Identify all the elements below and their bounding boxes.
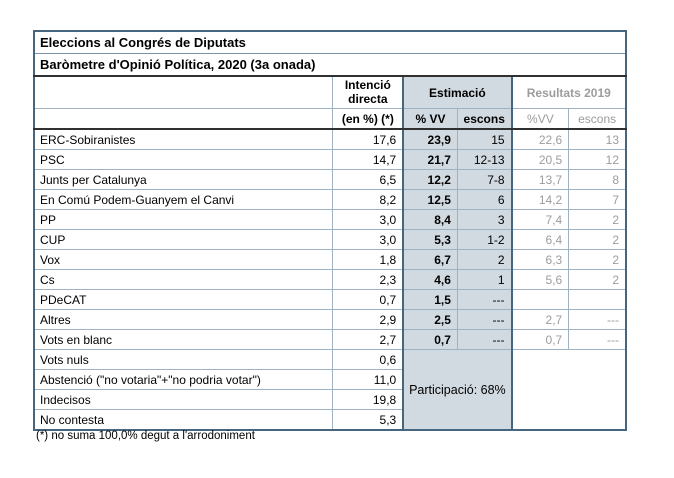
party-name-cell: Junts per Catalunya [34,170,333,190]
results-table [33,30,627,431]
estimate-seats-cell: 15 [457,129,511,150]
estimate-vv-cell: 12,5 [403,190,457,210]
result-vv-cell: 22,6 [512,129,569,150]
result-seats-cell: 2 [569,210,626,230]
title-row-secondary [34,54,626,77]
direct-intention-cell: 2,9 [333,310,403,330]
estimate-seats-cell: 3 [457,210,511,230]
party-column-subheader [34,109,333,130]
direct-intention-cell: 1,8 [333,250,403,270]
direct-intention-cell: 0,6 [333,350,403,370]
result-vv-cell: 14,2 [512,190,569,210]
table-row [34,310,626,330]
result-seats-cell [569,290,626,310]
party-name-cell: ERC-Sobiranistes [34,129,333,150]
estimate-vv-cell: 6,7 [403,250,457,270]
result-seats-cell: 2 [569,270,626,290]
estimate-seats-cell: --- [457,330,511,350]
table-title-secondary: Baròmetre d'Opinió Política, 2020 (3a onada) [34,54,626,77]
results-seats-subheader: escons [569,109,626,130]
result-vv-cell: 13,7 [512,170,569,190]
estimate-vv-cell: 4,6 [403,270,457,290]
result-seats-cell: 2 [569,250,626,270]
party-name-cell: En Comú Podem-Guanyem el Canvi [34,190,333,210]
results-blank-cell [512,350,626,431]
direct-intention-cell: 8,2 [333,190,403,210]
party-name-cell: Vox [34,250,333,270]
party-name-cell: Vots en blanc [34,330,333,350]
result-seats-cell: --- [569,330,626,350]
table-row [34,290,626,310]
result-seats-cell: 2 [569,230,626,250]
table-row [34,210,626,230]
estimate-vv-subheader: % VV [403,109,457,130]
result-vv-cell: 7,4 [512,210,569,230]
direct-intention-cell: 11,0 [333,370,403,390]
direct-intention-subheader: (en %) (*) [333,109,403,130]
result-vv-cell: 0,7 [512,330,569,350]
estimate-seats-subheader: escons [457,109,511,130]
table-row [34,250,626,270]
party-name-cell: No contesta [34,410,333,431]
party-name-cell: PDeCAT [34,290,333,310]
result-seats-cell: 8 [569,170,626,190]
estimate-vv-cell: 0,7 [403,330,457,350]
party-name-cell: CUP [34,230,333,250]
direct-intention-cell: 17,6 [333,129,403,150]
direct-intention-header: Intenció directa [333,76,403,109]
footnote: (*) no suma 100,0% degut a l'arrodoniment [36,430,255,442]
party-name-cell: Abstenció ("no votaria"+"no podria votar") [34,370,333,390]
table-title-primary: Eleccions al Congrés de Diputats [34,31,626,54]
table-row [34,190,626,210]
party-column-header [34,76,333,109]
estimate-vv-cell: 12,2 [403,170,457,190]
header-row-groups [34,76,626,109]
title-row-primary [34,31,626,54]
party-name-cell: Cs [34,270,333,290]
party-name-cell: PP [34,210,333,230]
table-row [34,270,626,290]
estimate-header: Estimació [403,76,511,109]
result-seats-cell: 12 [569,150,626,170]
party-name-cell: Indecisos [34,390,333,410]
estimate-seats-cell: 1 [457,270,511,290]
table-row [34,170,626,190]
estimate-seats-cell: 1-2 [457,230,511,250]
header-row-subcolumns [34,109,626,130]
direct-intention-cell: 3,0 [333,210,403,230]
participation-cell: Participació: 68% [403,350,511,431]
direct-intention-cell: 2,7 [333,330,403,350]
result-seats-cell: 13 [569,129,626,150]
party-name-cell: PSC [34,150,333,170]
estimate-seats-cell: --- [457,310,511,330]
estimate-seats-cell: 2 [457,250,511,270]
table-row [34,330,626,350]
result-seats-cell: 7 [569,190,626,210]
estimate-vv-cell: 2,5 [403,310,457,330]
party-name-cell: Altres [34,310,333,330]
table-row [34,230,626,250]
results-vv-subheader: %VV [512,109,569,130]
estimate-vv-cell: 5,3 [403,230,457,250]
direct-intention-cell: 6,5 [333,170,403,190]
results-2019-header: Resultats 2019 [512,76,626,109]
direct-intention-cell: 5,3 [333,410,403,431]
result-seats-cell: --- [569,310,626,330]
table-row [34,129,626,150]
result-vv-cell: 2,7 [512,310,569,330]
estimate-vv-cell: 21,7 [403,150,457,170]
estimate-seats-cell: 6 [457,190,511,210]
estimate-seats-cell: 7-8 [457,170,511,190]
estimate-vv-cell: 23,9 [403,129,457,150]
result-vv-cell: 5,6 [512,270,569,290]
table-row [34,350,626,370]
party-name-cell: Vots nuls [34,350,333,370]
direct-intention-cell: 3,0 [333,230,403,250]
result-vv-cell [512,290,569,310]
estimate-vv-cell: 8,4 [403,210,457,230]
result-vv-cell: 20,5 [512,150,569,170]
table-row [34,150,626,170]
estimate-vv-cell: 1,5 [403,290,457,310]
result-vv-cell: 6,4 [512,230,569,250]
direct-intention-cell: 19,8 [333,390,403,410]
estimate-seats-cell: --- [457,290,511,310]
direct-intention-cell: 14,7 [333,150,403,170]
result-vv-cell: 6,3 [512,250,569,270]
direct-intention-cell: 2,3 [333,270,403,290]
estimate-seats-cell: 12-13 [457,150,511,170]
direct-intention-cell: 0,7 [333,290,403,310]
table-body [34,129,626,430]
